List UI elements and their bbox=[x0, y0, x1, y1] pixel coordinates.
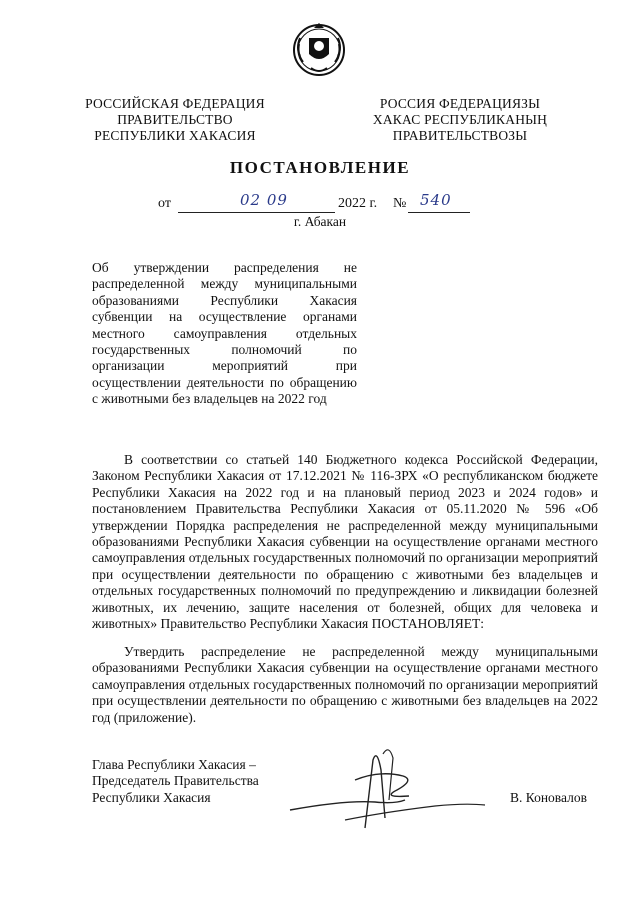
coat-of-arms-icon bbox=[291, 20, 347, 78]
date-prefix: от bbox=[158, 196, 171, 211]
header-right-line: РОССИЯ ФЕДЕРАЦИЯЗЫ bbox=[379, 96, 541, 111]
header-left bbox=[80, 96, 270, 144]
signatory-position-line: Республики Хакасия bbox=[92, 789, 211, 805]
signatory-position bbox=[92, 757, 259, 806]
signatory-position-line: Председатель Правительства bbox=[92, 773, 259, 789]
header-right-line: ПРАВИТЕЛЬСТВОЗЫ bbox=[392, 128, 528, 143]
number-handwritten: 540 bbox=[420, 191, 452, 209]
header-left-line: РЕСПУБЛИКИ ХАКАСИЯ bbox=[94, 128, 256, 143]
header-left-line: ПРАВИТЕЛЬСТВО bbox=[117, 112, 233, 127]
signatory-name: В. Коновалов bbox=[510, 790, 587, 805]
header-left-line: РОССИЙСКАЯ ФЕДЕРАЦИЯ bbox=[85, 96, 265, 111]
document-subject: Об утверждении распределения не распределенной между муниципальными образованиями Республики Хакасия субвенции на осуществление органами местного самоуправления отдельных государственных полномочий по организации мероприятий при осуществлении деятельности по обращению с животными без владельцев на 2022 год bbox=[92, 260, 357, 407]
signature-icon bbox=[285, 740, 495, 835]
header-right-line: ХАКАС РЕСПУБЛИКАНЫҢ bbox=[372, 112, 548, 127]
body-paragraph: Утвердить распределение не распределенной между муниципальными образованиями Республики Хакасия субвенции на осуществление органами местного самоуправления отдельных государственных полномочий по организации мероприятий при осуществлении деятельности по обращению с животными без владельцев на 2022 год (приложение). bbox=[92, 644, 598, 725]
document-title: ПОСТАНОВЛЕНИЕ bbox=[229, 158, 411, 177]
signatory-position-line: Глава Республики Хакасия – bbox=[92, 757, 256, 772]
document-year: 2022 г. bbox=[338, 196, 378, 211]
date-handwritten: 02 09 bbox=[240, 191, 288, 209]
header-right bbox=[360, 96, 560, 144]
number-prefix: № bbox=[393, 196, 407, 211]
body-paragraph: В соответствии со статьей 140 Бюджетного кодекса Российской Федерации, Законом Республики Хакасия от 17.12.2021 № 116-ЗРХ «О республиканском бюджете Республики Хакасия на 2022 год и на плановый период 2023 и 2024 годов» и постановлением Правительства Республики Хакасия от 05.11.2020 № 596 «Об утверждении Порядка распределения не распределенной между муниципальными образованиями Республики Хакасия субвенции на осуществление органами местного самоуправления отдельных государственных полномочий по организации мероприятий при осуществлении деятельности по обращению с животными без владельцев и отдельных государственных полномочий по предупреждению и ликвидации болезней животных, их лечению, защите населения от болезней, общих для человека и животных» Правительство Республики Хакасия ПОСТАНОВЛЯЕТ: bbox=[92, 452, 598, 632]
city-label: г. Абакан bbox=[293, 214, 347, 229]
